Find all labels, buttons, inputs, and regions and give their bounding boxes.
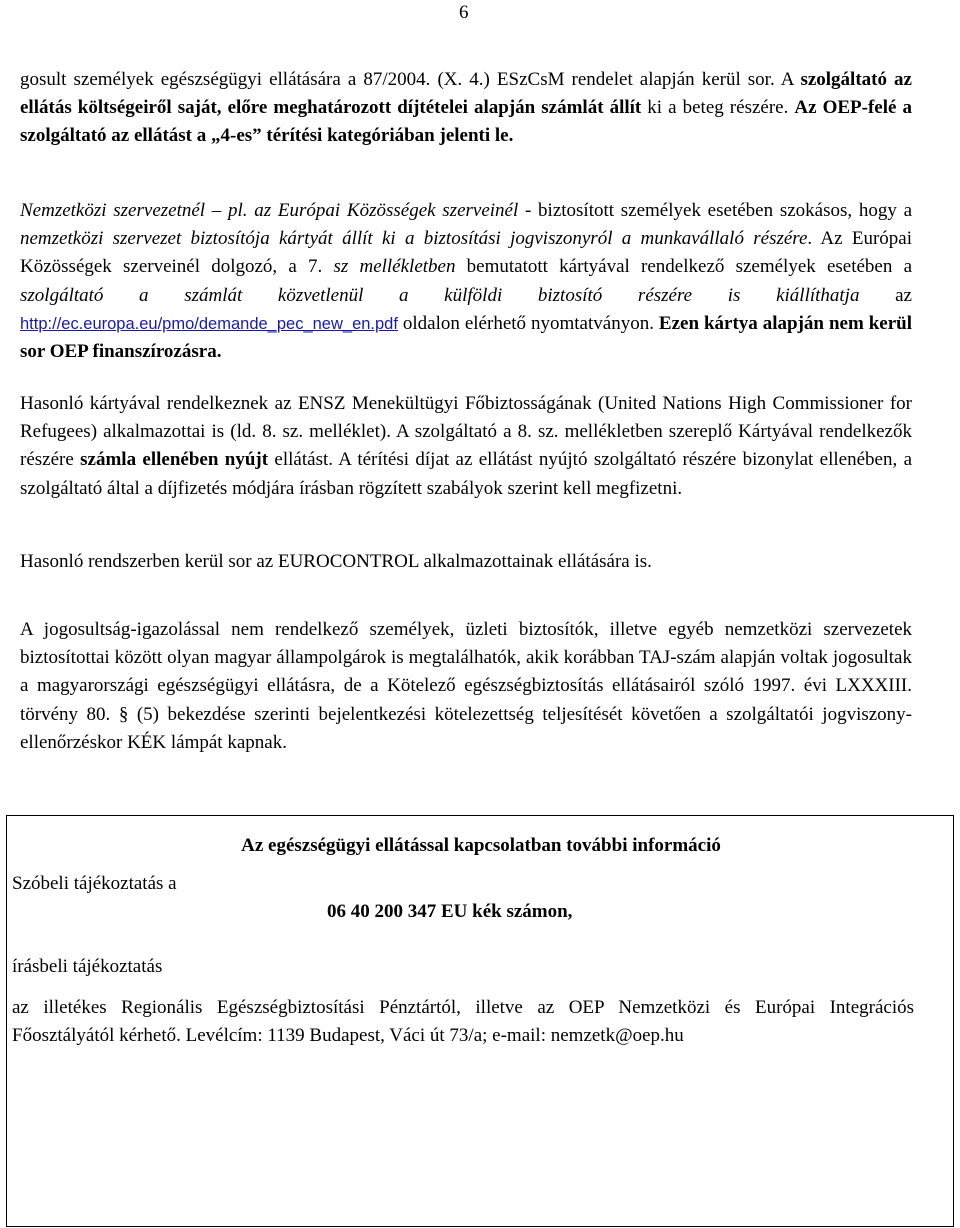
bold-text: Az OEP-felé a szolgáltató az ellátást a „4-es” térítési kategóriában jelenti le. [20, 97, 912, 147]
italic-text: Nemzetközi szervezetnél – pl. az Európai Közösségek szerveinél [20, 200, 519, 221]
info-box [6, 815, 954, 1227]
phone-number: 06 40 200 347 EU kék számon, [327, 901, 573, 922]
paragraph-kek-lamp: A jogosultság-igazolással nem rendelkező személyek, üzleti biztosítók, illetve egyéb nemzetközi szervezetek biztosítottai között olyan magyar állampolgárok is megtalálhatók, akik korábban TAJ-szám alapján voltak jogosultak a magyarországi egészségügyi ellátásra, de a Kötelező egészségbiztosítás ellátásairól szóló 1997. évi LXXXIII. törvény 80. § (5) bekezdése szerinti bejelentkezési kötelezettség teljesítését követően a szolgáltatói jogviszony-ellenőrzéskor KÉK lámpát kapnak. [20, 619, 912, 753]
paragraph-eurocontrol: Hasonló rendszerben kerül sor az EUROCONTROL alkalmazottainak ellátására is. [20, 551, 652, 572]
text-segment: ki a beteg részére. [641, 97, 795, 119]
info-box-title: Az egészségügyi ellátással kapcsolatban további információ [241, 835, 721, 856]
italic-text: nemzetközi szervezet biztosítója kártyát állít ki a biztosítási jogviszonyról a munkavállaló részére [20, 228, 808, 250]
text-segment: Hasonló kártyával rendelkeznek az ENSZ Menekültügyi Főbiztosságának (United Nations High Commissioner for Refugees) alkalmazottai is (ld. 8. sz. melléklet). A szolgáltató a 8. sz. mellékletben szereplő Kártyával rendelkezők részére [20, 393, 912, 471]
text-segment: oldalon elérhető nyomtatványon. [397, 312, 659, 334]
text-segment: ellátást. A térítési díjat az ellátást nyújtó szolgáltató részére bizonylat ellenében, a szolgáltató által a díjfizetés módjára írásban rögzített szabályok szerint kell megfizetni. [20, 449, 913, 499]
page-number: 6 [459, 2, 469, 23]
contact-address: az illetékes Regionális Egészségbiztosítási Pénztártól, illetve az OEP Nemzetközi és Európai Integrációs Főosztályától kérhető. Levélcím: 1139 Budapest, Váci út 73/a; e-mail: nemzetk@oep.hu [12, 997, 914, 1046]
text-segment: - biztosított személyek esetében szokásos, hogy a [518, 200, 912, 221]
text-segment: . Az Európai Közösségek szerveinél dolgozó, a 7. [20, 228, 912, 278]
bold-text: szolgáltató az ellátás költségeiről saját, előre meghatározott díjtételei alapján számlát állít [20, 69, 912, 119]
oral-info-label: Szóbeli tájékoztatás a [12, 873, 177, 894]
form-pdf-link[interactable]: http://ec.europa.eu/pmo/demande_pec_new_en.pdf [20, 314, 398, 333]
bold-text: számla ellenében nyújt [80, 449, 269, 471]
paragraph-oep-billing [20, 66, 912, 151]
written-info-label: írásbeli tájékoztatás [12, 956, 163, 977]
paragraph-unhcr [20, 390, 912, 503]
paragraph-international-organizations [20, 197, 912, 366]
italic-text: sz mellékletben [333, 256, 456, 278]
italic-text: szolgáltató a számlát közvetlenül a külföldi biztosító részére is kiállíthatja [20, 284, 860, 306]
text-segment: az [859, 284, 912, 306]
text-segment: gosult személyek egészségügyi ellátására a 87/2004. (X. 4.) ESzCsM rendelet alapján kerül sor. A [20, 69, 801, 90]
text-segment: bemutatott kártyával rendelkező személyek esetében a [455, 256, 913, 278]
bold-text: Ezen kártya alapján nem kerül sor OEP finanszírozásra. [20, 312, 912, 363]
